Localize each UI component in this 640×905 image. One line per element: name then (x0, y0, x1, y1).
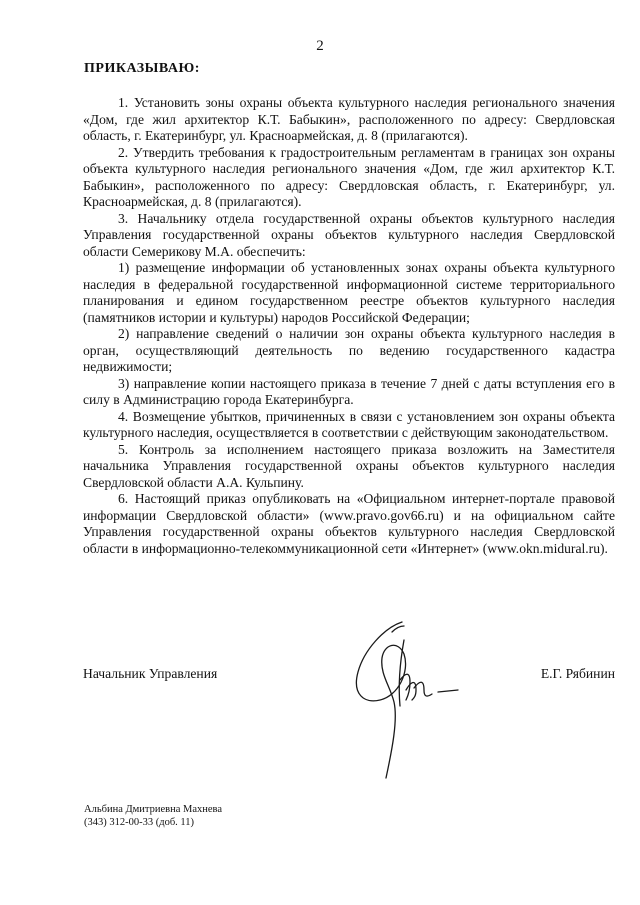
order-body (83, 95, 615, 557)
executor-phone: (343) 312-00-33 (доб. 11) (84, 817, 195, 828)
paragraph-6: 6. Настоящий приказ опубликовать на «Официальном интернет-портале правовой информации Свердловской области» (www.pravo.gov66.ru) и на официальном сайте Управления государственной охраны объектов культурного наследия Свердловской области в информационно-телекоммуникационной сети «Интернет» (www.okn.midural.ru). (83, 491, 615, 556)
paragraph-4: 4. Возмещение убытков, причиненных в связи с установлением зон охраны объекта культурного наследия, осуществляется в соответствии с действующим законодательством. (83, 408, 615, 440)
page-number: 2 (316, 38, 324, 54)
paragraph-3-item-2: 2) направление сведений о наличии зон охраны объекта культурного наследия в орган, осуществляющий деятельность по ведению государственного кадастра недвижимости; (83, 326, 615, 374)
paragraph-3-item-3: 3) направление копии настоящего приказа в течение 7 дней с даты вступления его в силу в Администрацию города Екатеринбурга. (83, 375, 615, 407)
paragraph-2: 2. Утвердить требования к градостроительным регламентам в границах зон охраны объекта культурного наследия регионального значения «Дом, где жил архитектор К.Т. Бабыкин», расположенного по адресу: Свердловская область, г. Екатеринбург, ул. Красноармейская, д. 8 (прилагаются). (83, 144, 615, 209)
order-heading: ПРИКАЗЫВАЮ: (84, 61, 200, 76)
executor-footer (84, 803, 222, 829)
paragraph-5: 5. Контроль за исполнением настоящего приказа возложить на Заместителя начальника Управления государственной охраны объектов культурного наследия Свердловской области А.А. Кульпину. (83, 441, 615, 490)
executor-name: Альбина Дмитриевна Махнева (84, 804, 223, 815)
paragraph-3: 3. Начальнику отдела государственной охраны объектов культурного наследия Управления государственной охраны объектов культурного наследия Свердловской области Семерикову М.А. обеспечить: (83, 210, 615, 259)
handwritten-signature (340, 610, 470, 785)
signatory-name: Е.Г. Рябинин (540, 666, 615, 681)
paragraph-1: 1. Установить зоны охраны объекта культурного наследия регионального значения «Дом, где жил архитектор К.Т. Бабыкин», расположенного по адресу: Свердловская область, г. Екатеринбург, ул. Красноармейская, д. 8 (прилагаются). (83, 95, 615, 143)
paragraph-3-item-1: 1) размещение информации об установленных зонах охраны объекта культурного наследия в федеральной государственной информационной системе территориального планирования и едином государственном реестре объектов культурного наследия (памятников истории и культуры) народов Российской Федерации; (83, 260, 615, 325)
signatory-position: Начальник Управления (83, 666, 218, 681)
